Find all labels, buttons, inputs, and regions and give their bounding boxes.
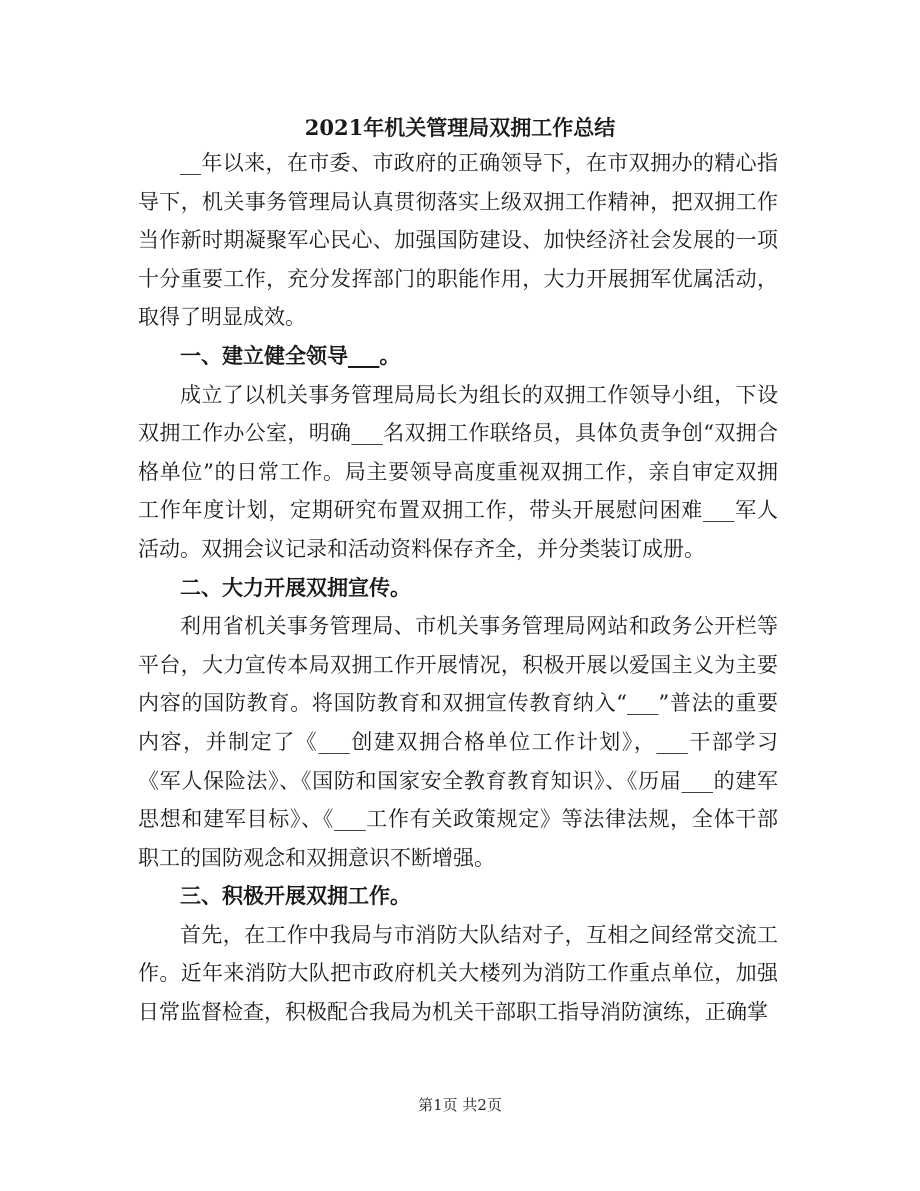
page-footer: 第1页 共2页 — [418, 1096, 502, 1114]
section-1-paragraph: 成立了以机关事务管理局局长为组长的双拥工作领导小组，下设双拥工作办公室，明确___名双拥工作联络员，具体负责争创“双拥合格单位”的日常工作。局主要领导高度重视双拥工作，亲自审定双拥工作年度计划，定期研究布置双拥工作，带头开展慰问困难___军人活动。双拥会议记录和活动资料保存齐全，并分类装订成册。 — [138, 382, 778, 561]
intro-paragraph: __年以来，在市委、市政府的正确领导下，在市双拥办的精心指导下，机关事务管理局认真贯彻落实上级双拥工作精神，把双拥工作当作新时期凝聚军心民心、加强国防建设、加快经济社会发展的一项十分重要工作，充分发挥部门的职能作用，大力开展拥军优属活动，取得了明显成效。 — [138, 151, 778, 330]
section-heading-2: 二、大力开展双拥宣传。 — [180, 574, 411, 600]
section-heading-3: 三、积极开展双拥工作。 — [180, 883, 411, 909]
section-heading-1: 一、建立健全领导___。 — [180, 342, 401, 368]
section-3-paragraph: 首先，在工作中我局与市消防大队结对子，互相之间经常交流工作。近年来消防大队把市政府机关大楼列为消防工作重点单位，加强日常监督检查，积极配合我局为机关干部职工指导消防演练，正确掌 — [138, 922, 778, 1025]
document-title: 2021年机关管理局双拥工作总结 — [304, 115, 616, 140]
document-body — [138, 144, 778, 1032]
section-2-paragraph: 利用省机关事务管理局、市机关事务管理局网站和政务公开栏等平台，大力宣传本局双拥工作开展情况，积极开展以爱国主义为主要内容的国防教育。将国防教育和双拥宣传教育纳入“___”普法的重要内容，并制定了《___创建双拥合格单位工作计划》，___干部学习《军人保险法》、《国防和国家安全教育教育知识》、《历届___的建军思想和建军目标》、《___工作有关政策规定》等法律法规，全体干部职工的国防观念和双拥意识不断增强。 — [138, 614, 778, 870]
